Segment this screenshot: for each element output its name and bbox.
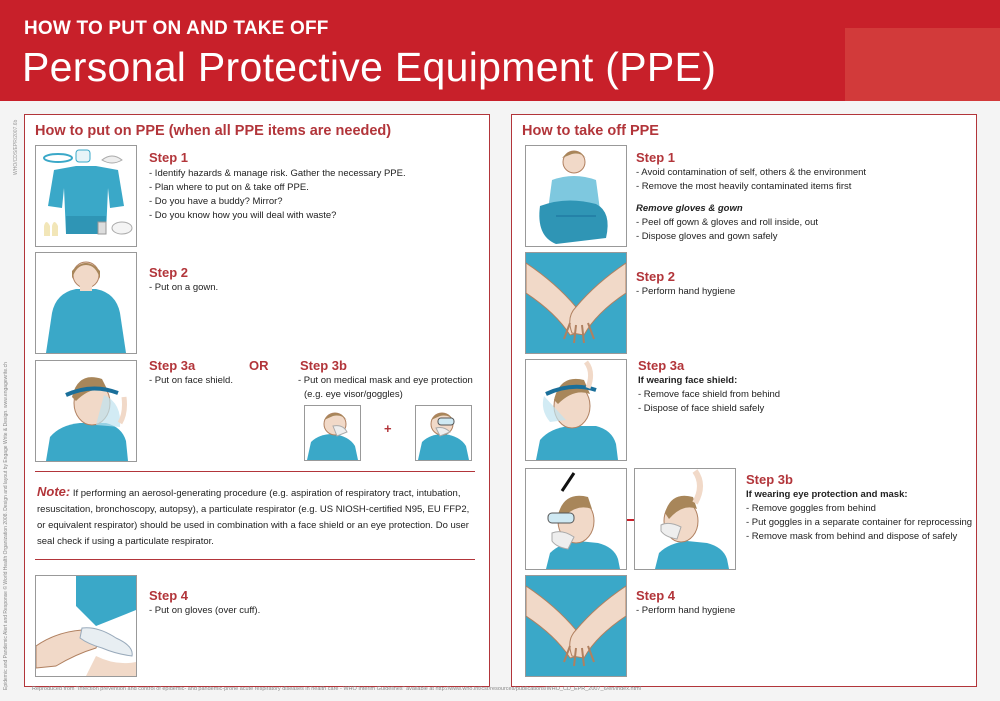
put-on-panel	[13, 114, 490, 687]
put-on-step4-title: Step 4	[149, 588, 189, 603]
side-credit: Epidemic and Pandemic Alert and Response © World Health Organization 2008. Design and layout by Engage Write & Design. www.engagewrite.ch	[3, 362, 9, 690]
take-off-panel	[511, 114, 977, 687]
document-code: WHO/CDS/EPR/2007.6b	[13, 119, 19, 175]
note-divider-top	[35, 471, 475, 472]
gloves-illustration	[35, 575, 137, 677]
gown-illustration	[35, 252, 137, 354]
take-off-step1-title: Step 1	[636, 150, 676, 165]
take-off-step4-title: Step 4	[636, 588, 676, 603]
hand-hygiene-illustration-2	[525, 575, 627, 677]
note-text: If performing an aerosol-generating procedure (e.g. aspiration of respiratory tract, intubation, resuscitation, bronchoscopy, autopsy), a particulate respirator (e.g. US NIOSH-certified N95, EU FFP2, or equivalent respirator) should be used in combination with a face shield or an eye protection. Do user seal check if using a particulate respirator.	[37, 488, 470, 547]
take-off-step4-list: - Perform hand hygiene	[636, 605, 736, 616]
put-on-step3a-title: Step 3a	[149, 358, 196, 373]
take-off-step3b-title: Step 3b	[746, 472, 793, 487]
remove-goggles-illustration	[525, 468, 627, 570]
remove-gown-illustration	[525, 145, 627, 247]
page-header	[0, 0, 1000, 101]
goggles-illustration	[415, 405, 472, 461]
take-off-step3a-title: Step 3a	[638, 358, 685, 373]
take-off-step3a-list: If wearing face shield: - Remove face shield from behind - Dispose of face shield safely	[638, 375, 781, 414]
take-off-title: How to take off PPE	[522, 123, 659, 139]
put-on-title: How to put on PPE (when all PPE items are needed)	[35, 123, 392, 139]
put-on-step1-title: Step 1	[149, 150, 189, 165]
put-on-step3b-title: Step 3b	[300, 358, 347, 373]
note-label: Note:	[37, 484, 71, 499]
note-block	[37, 484, 477, 550]
put-on-step3a-list: - Put on face shield.	[149, 375, 233, 386]
face-shield-illustration	[35, 360, 137, 462]
put-on-step2-title: Step 2	[149, 265, 189, 280]
remove-mask-illustration	[634, 468, 736, 570]
note-divider-bottom	[35, 559, 475, 560]
or-label: OR	[249, 358, 269, 373]
take-off-step2-title: Step 2	[636, 269, 676, 284]
put-on-step4-list: - Put on gloves (over cuff).	[149, 605, 261, 616]
ppe-items-illustration	[35, 145, 137, 247]
remove-face-shield-illustration	[525, 359, 627, 461]
put-on-step3b-list: - Put on medical mask and eye protection (e.g. eye visor/goggles)	[298, 375, 473, 400]
footer-source: Reproduced from "Infection prevention and control of epidemic- and pandemic-prone acute respiratory diseases in health care - WHO Interim Guidelines" available at http://www.who.int/csr/resources/publications/WHO_CD_EPR_2007_6/en/index.html	[32, 686, 641, 692]
put-on-step2-list: - Put on a gown.	[149, 282, 219, 293]
plus-sign: +	[384, 421, 392, 436]
header-title: Personal Protective Equipment (PPE)	[22, 44, 717, 90]
take-off-step3b-list: If wearing eye protection and mask: - Remove goggles from behind - Put goggles in a separate container for reprocessing - Remove mask from behind and dispose of safely	[746, 489, 973, 542]
mask-illustration	[304, 405, 361, 461]
take-off-step3b-subtitle: If wearing eye protection and mask:	[746, 489, 908, 500]
put-on-step1-list: - Identify hazards & manage risk. Gather the necessary PPE. - Plan where to put on & take off PPE. - Do you have a buddy? Mirror? - Do you know how you will deal with waste?	[149, 168, 406, 221]
header-subtitle: HOW TO PUT ON AND TAKE OFF	[24, 18, 329, 39]
take-off-step1-list: - Avoid contamination of self, others & the environment - Remove the most heavily contaminated items first Remove gloves & gown - Peel off gown & gloves and roll inside, out - Dispose gloves and gown safely	[636, 167, 867, 242]
take-off-step1-subtitle: Remove gloves & gown	[636, 203, 743, 214]
take-off-step2-list: - Perform hand hygiene	[636, 286, 736, 297]
take-off-step3a-subtitle: If wearing face shield:	[638, 375, 738, 386]
hand-hygiene-illustration-1	[525, 252, 627, 354]
header-accent-block	[845, 28, 1000, 101]
